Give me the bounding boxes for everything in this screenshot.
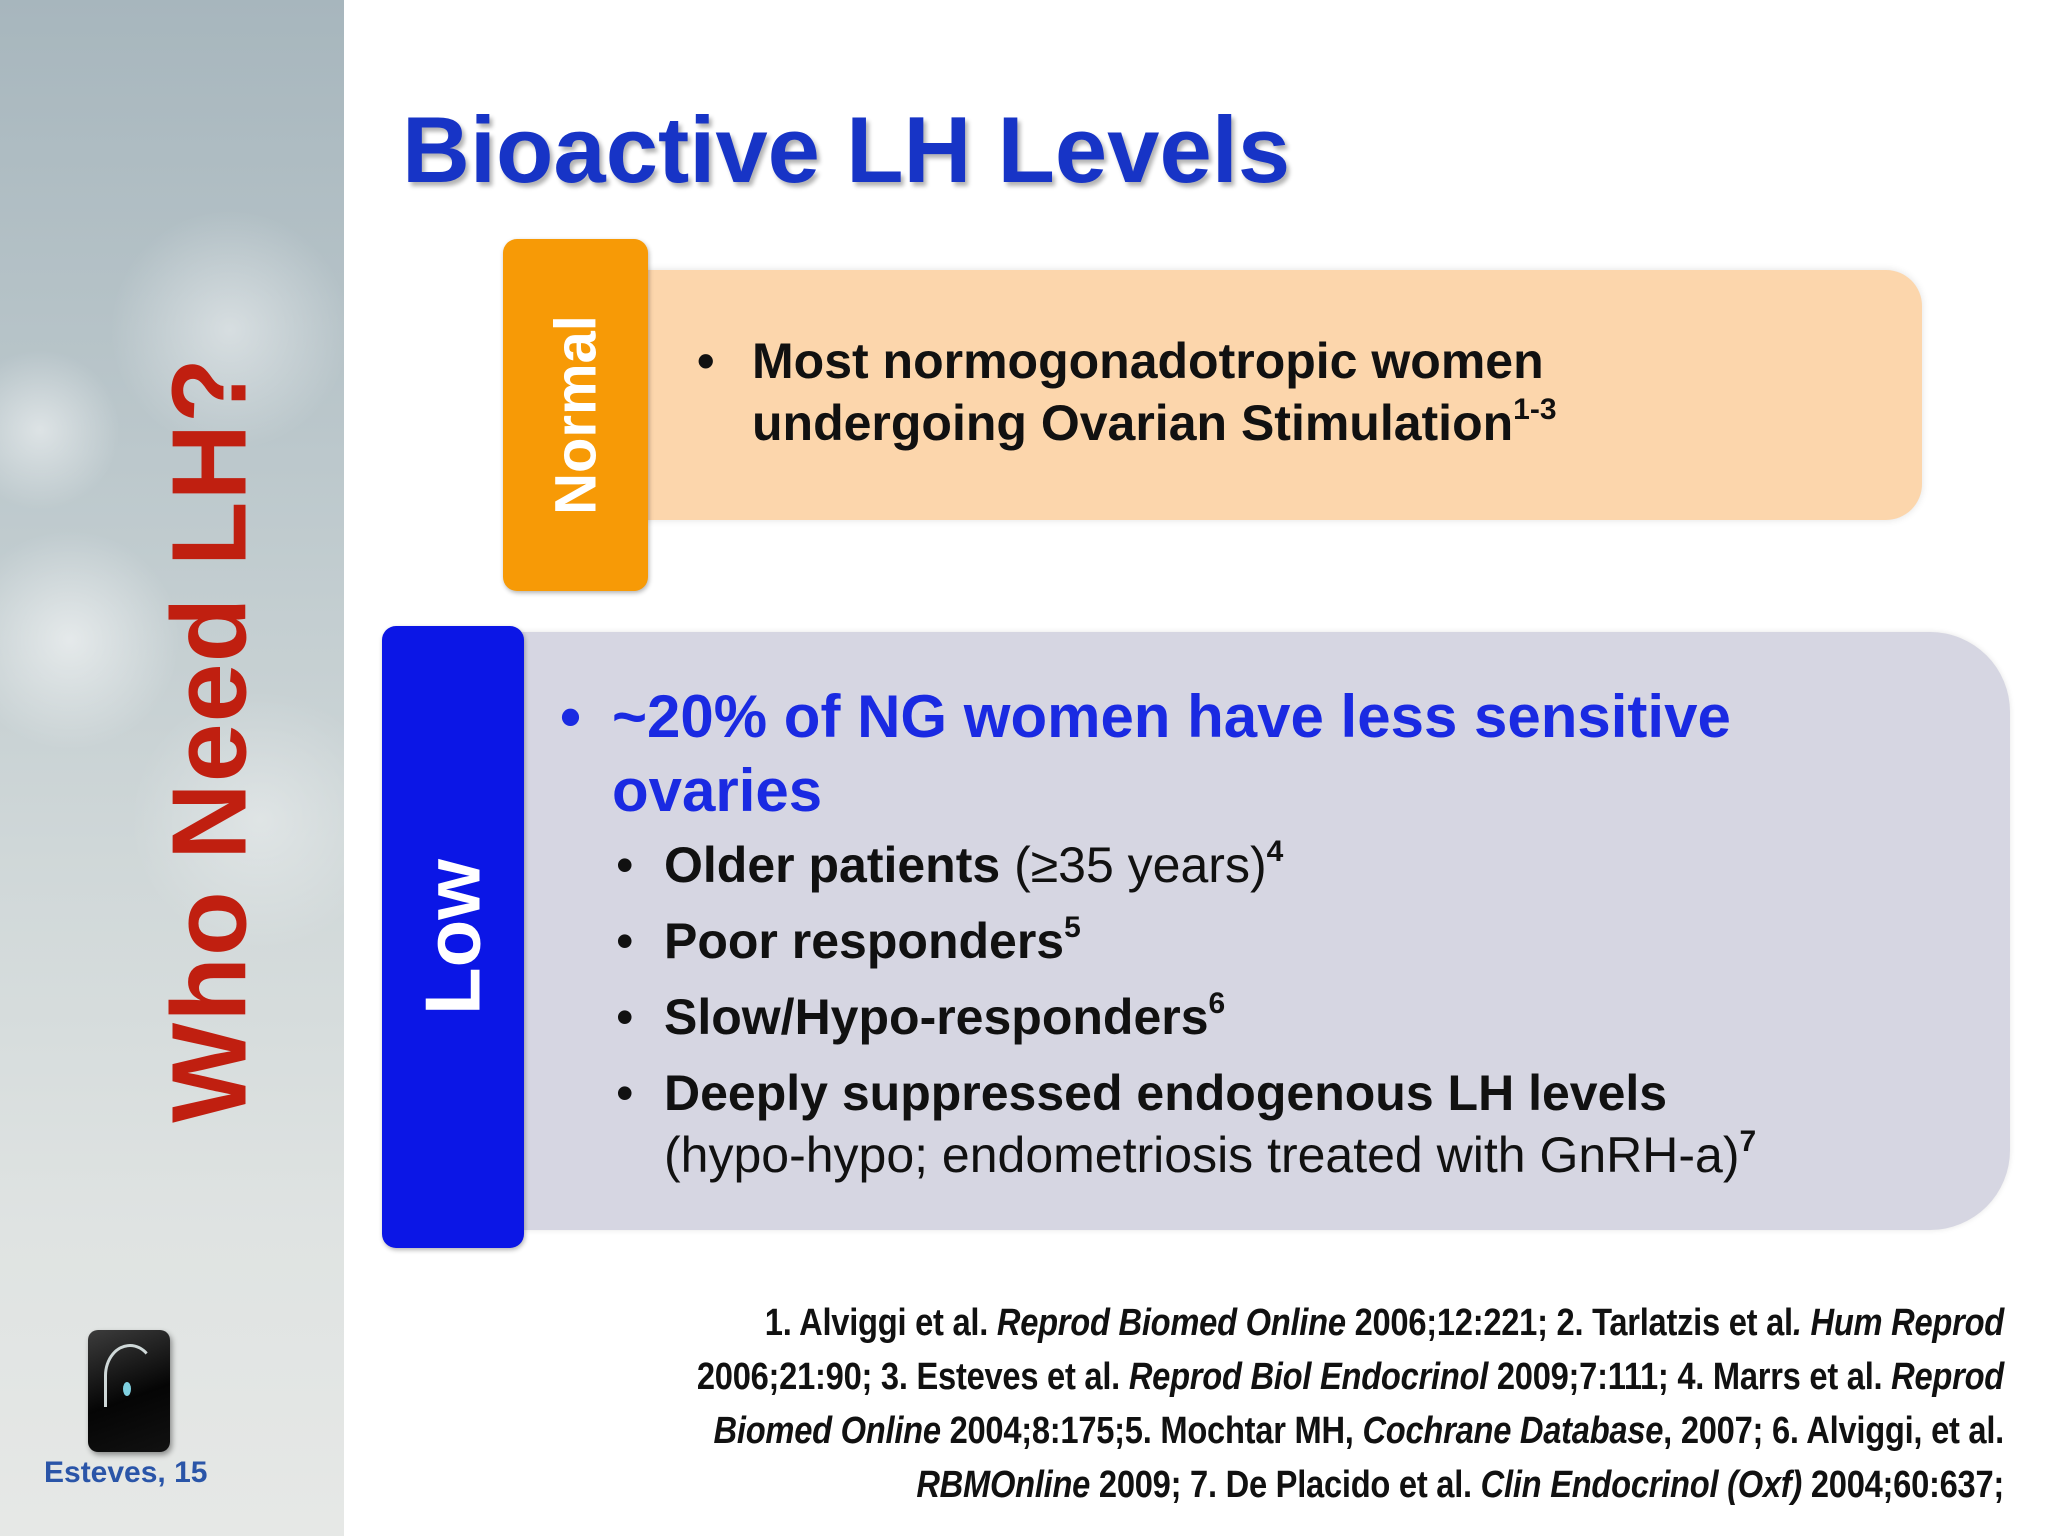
list-item xyxy=(616,986,1956,1048)
ref-text: 2004;8:175;5. Mochtar MH, xyxy=(940,1410,1363,1452)
normal-tab xyxy=(503,239,648,591)
sub4-strong: Deeply suppressed endogenous LH levels xyxy=(664,1065,1668,1121)
sub3-sup: 6 xyxy=(1208,987,1226,1020)
bullet-icon: • xyxy=(616,913,634,969)
vertical-title: Who Need LH? xyxy=(150,357,269,1123)
normal-tab-label: Normal xyxy=(543,315,608,515)
sperm-logo-icon xyxy=(88,1330,170,1452)
ref-text: 2009; 7. De Placido et al. xyxy=(1090,1464,1481,1506)
sub1-sup: 4 xyxy=(1266,835,1284,868)
logo-arc xyxy=(104,1344,156,1407)
normal-line-1: Most normogonadotropic women xyxy=(752,333,1544,389)
sub3-strong: Slow/Hypo-responders xyxy=(664,989,1209,1045)
sub2-strong: Poor responders xyxy=(664,913,1065,969)
low-tab-label: Low xyxy=(408,859,497,1015)
low-sub-list xyxy=(616,834,1956,1200)
ref-text: 2004;60:637; xyxy=(1802,1464,2004,1506)
ref-journal: RBMOnline xyxy=(916,1464,1091,1506)
list-item xyxy=(616,1062,1956,1186)
sub4-sup: 7 xyxy=(1739,1125,1757,1158)
references xyxy=(662,1296,2004,1512)
low-main-line-2: ovaries xyxy=(612,757,823,824)
ref-journal: Reprod Biomed Online xyxy=(713,1356,2004,1452)
low-main-bullet xyxy=(560,680,1980,828)
normal-line-2-text: undergoing Ovarian Stimulation xyxy=(752,395,1514,451)
ref-text: , 2007; 6. Alviggi, et al. xyxy=(1663,1410,2004,1452)
slide-title: Bioactive LH Levels xyxy=(402,97,1291,202)
bullet-icon: • xyxy=(616,989,634,1045)
normal-ref-sup: 1-3 xyxy=(1513,393,1557,426)
sub4-line-2: (hypo-hypo; endometriosis treated with GnRH-a) xyxy=(664,1127,1740,1183)
normal-bullet xyxy=(697,330,1880,454)
ref-text: 2009;7:111; 4. Marrs et al. xyxy=(1488,1356,1892,1398)
low-main-line-1: ~20% of NG women have less sensitive xyxy=(612,683,1731,750)
low-tab xyxy=(382,626,524,1248)
ref-text: 2006;12:221; 2. Tarlatzis et al xyxy=(1345,1302,1793,1344)
ref-journal: Reprod Biol Endocrinol xyxy=(1128,1356,1489,1398)
ref-text: 2006;21:90; 3. Esteves et al. xyxy=(696,1356,1129,1398)
ref-journal: Clin Endocrinol (Oxf) xyxy=(1480,1464,1803,1506)
logo-drop xyxy=(123,1382,131,1396)
ref-journal: Cochrane Database xyxy=(1362,1410,1664,1452)
sub1-strong: Older patients xyxy=(664,837,1001,893)
ref-text: 1. Alviggi et al. xyxy=(764,1302,997,1344)
bullet-icon: • xyxy=(616,1065,634,1121)
ref-journal: Reprod Biomed Online xyxy=(996,1302,1346,1344)
bullet-icon: • xyxy=(697,333,715,389)
footer-label: Esteves, 15 xyxy=(44,1456,208,1489)
sub1-rest: (≥35 years) xyxy=(1000,837,1267,893)
sidebar xyxy=(0,0,344,1536)
bullet-icon: • xyxy=(616,837,634,893)
list-item xyxy=(616,910,1956,972)
normal-line-2 xyxy=(700,392,1880,454)
bullet-icon: • xyxy=(560,683,582,750)
sub2-sup: 5 xyxy=(1064,911,1081,944)
list-item xyxy=(616,834,1956,896)
ref-journal: . Hum Reprod xyxy=(1792,1302,2004,1344)
